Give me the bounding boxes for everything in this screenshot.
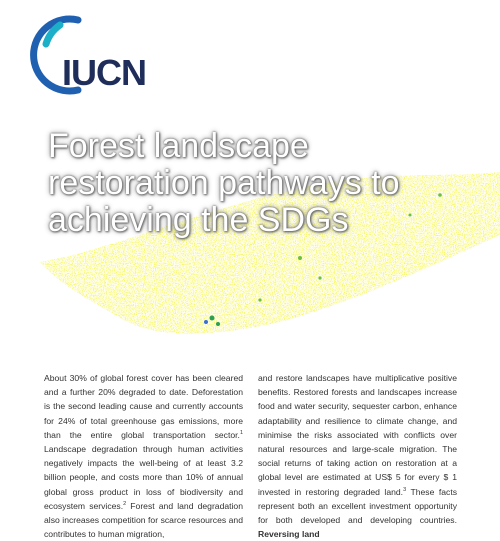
body-paragraph-left [44, 371, 243, 541]
title-line-1: Forest landscape [48, 127, 309, 165]
title-line-3: achieving the SDGs [48, 201, 349, 239]
page-title [48, 128, 448, 239]
body-text: Forest and land degradation also increases competition for scarce resources and contributes to human migration, [44, 500, 243, 540]
footnote-ref: 1 [239, 429, 243, 436]
body-text: About 30% of global forest cover has been cleared and a further 20% degraded to date. Deforestation is the second leading cause and currently accounts for 24% of total greenhouse gas emissions, more than the entire global transportation sector. [44, 373, 243, 440]
footnote-ref: 2 [123, 500, 127, 507]
iucn-logo [20, 12, 146, 102]
body-paragraph-right [258, 371, 457, 541]
title-line-2: restoration pathways to [48, 164, 400, 202]
body-text: These facts represent both an excellent investment opportunity for both developed and developing countries. [258, 486, 458, 526]
body-column-left [44, 371, 243, 541]
logo-text: IUCN [62, 52, 146, 93]
body-column-right [258, 371, 457, 541]
footnote-ref: 3 [403, 486, 407, 493]
body-text-bold: Reversing land [258, 529, 320, 540]
body-text: and restore landscapes have multiplicative positive benefits. Restored forests and landscapes increase food and water security, sequester carbon, enhance adaptability and resilience to climate change, and minimise the risks associated with conflicts over natural resources and large-scale migration. The social returns of taking action on restoration at a global level are estimated at US$ 5 for every $ 1 invested in restoring degraded land. [258, 373, 457, 497]
body-text: Landscape degradation through human activities negatively impacts the well-being of at least 3.2 billion people, and costs more than 10% of annual global gross product in loss of biodiversity and ecosystem services. [44, 444, 243, 511]
